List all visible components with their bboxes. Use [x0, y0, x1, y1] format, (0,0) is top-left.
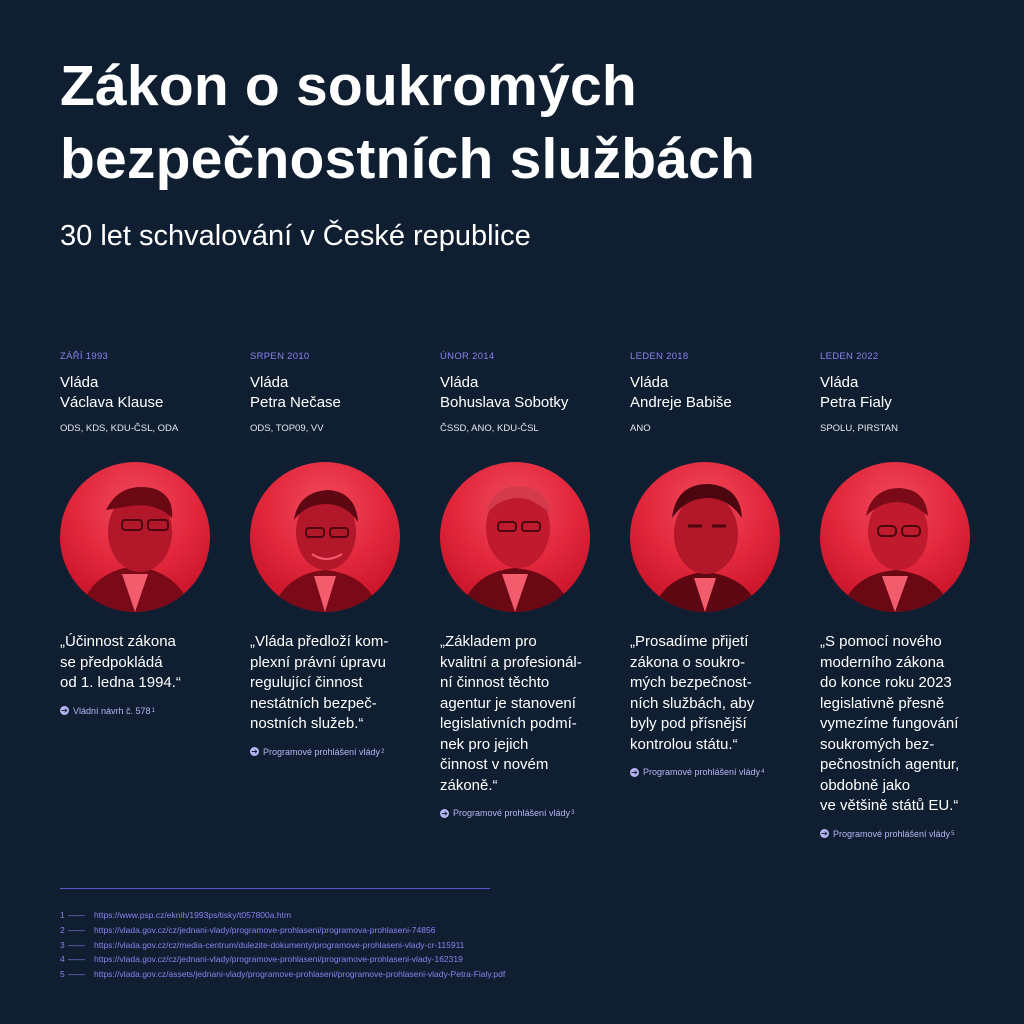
source-link[interactable]	[60, 705, 235, 717]
source-footnote-ref: 1	[151, 707, 155, 714]
source-label[interactable]: Vládní návrh č. 578	[73, 705, 151, 716]
government-date: ZÁŘÍ 1993	[60, 351, 109, 362]
footnote-divider	[60, 888, 490, 889]
portrait-photo	[250, 462, 400, 612]
page-subtitle: 30 let schvalování v České republice	[60, 220, 531, 252]
quote-line: „Vláda předloží kom-	[250, 633, 389, 650]
quote-line: plexní právní úpravu	[250, 653, 386, 671]
source-footnote-ref: 3	[571, 810, 575, 816]
source-link[interactable]	[630, 766, 805, 778]
quote-text	[440, 632, 615, 796]
quote-line: moderního zákona	[820, 653, 945, 671]
government-name	[60, 373, 235, 413]
quote-line: ních službách, aby	[630, 694, 755, 712]
quote-line: soukromých bez-	[820, 735, 935, 753]
footnote-number: 4	[60, 954, 65, 965]
arrow-right-circle-icon: ➔	[251, 747, 258, 756]
government-parties: ČSSD, ANO, KDU-ČSL	[440, 423, 539, 434]
government-name-line: Vláda	[60, 374, 99, 391]
footnote-item	[60, 908, 505, 923]
portrait-photo	[820, 462, 970, 612]
government-name-line: Vláda	[820, 374, 859, 391]
quote-line: legislativních podmí-	[440, 715, 577, 732]
government-parties: ODS, TOP09, VV	[250, 423, 324, 434]
source-footnote-ref: 2	[381, 748, 385, 755]
footnote-item	[60, 923, 505, 938]
portrait-photo	[440, 462, 590, 612]
government-column-klaus	[60, 350, 235, 717]
quote-text	[820, 632, 995, 817]
footnote-dash: ——	[68, 924, 85, 935]
footnote-dash: ——	[68, 954, 85, 965]
footnote-link[interactable]: https://vlada.gov.cz/cz/media-centrum/dulezite-dokumenty/programove-prohlaseni-vlady-cr-115911	[94, 939, 465, 950]
source-label[interactable]: Programové prohlášení vlády	[833, 828, 951, 839]
arrow-right-circle-icon: ➔	[821, 829, 828, 838]
footnote-number: 3	[60, 939, 65, 950]
government-name-line: Bohuslava Sobotky	[440, 394, 569, 411]
quote-line: se předpokládá	[60, 653, 163, 671]
quote-line: vymezíme fungování	[820, 715, 959, 732]
footnote-link[interactable]: https://vlada.gov.cz/cz/jednani-vlady/programove-prohlaseni/programove-prohlaseni-vlady-162319	[94, 954, 463, 965]
quote-line: obdobně jako	[820, 776, 911, 794]
government-date: LEDEN 2018	[630, 351, 689, 362]
quote-line: byly pod přísnější	[630, 715, 747, 732]
footnote-item	[60, 952, 505, 967]
source-footnote-ref: 5	[951, 830, 955, 837]
quote-line: „Prosadíme přijetí	[630, 633, 749, 650]
quote-line: ní činnost těchto	[440, 674, 550, 691]
government-column-babis	[630, 350, 805, 778]
government-name-line: Vláda	[250, 374, 289, 391]
government-name-line: Václava Klause	[60, 394, 164, 411]
footnote-number: 5	[60, 969, 65, 980]
government-column-necas	[250, 350, 425, 758]
government-name-line: Petra Fialy	[820, 394, 892, 411]
source-footnote-ref: 4	[761, 769, 765, 775]
quote-line: pečnostních agentur,	[820, 756, 960, 773]
quote-text	[250, 632, 425, 735]
government-parties: ANO	[630, 423, 651, 434]
footnote-dash: ——	[68, 910, 85, 920]
government-date: SRPEN 2010	[250, 351, 310, 362]
government-name-line: Vláda	[630, 374, 669, 391]
government-name	[630, 373, 805, 413]
quote-line: agentur je stanovení	[440, 694, 576, 712]
quote-line: legislativně přesně	[820, 694, 945, 712]
source-link[interactable]	[440, 807, 615, 819]
quote-text	[60, 632, 235, 694]
portrait-photo	[630, 462, 780, 612]
title-line-1: Zákon o soukromých	[60, 54, 637, 118]
quote-line: nek pro jejich	[440, 735, 529, 753]
footnote-dash: ——	[68, 939, 85, 950]
government-date: LEDEN 2022	[820, 351, 879, 362]
source-label[interactable]: Programové prohlášení vlády	[453, 808, 571, 818]
government-name	[820, 373, 995, 413]
arrow-right-circle-icon: ➔	[631, 767, 638, 777]
government-name	[440, 373, 615, 413]
quote-line: nestátních bezpeč-	[250, 694, 377, 712]
quote-line: od 1. ledna 1994.“	[60, 674, 181, 691]
quote-line: kvalitní a profesionál-	[440, 653, 582, 671]
quote-text	[630, 632, 805, 755]
quote-line: regulující činnost	[250, 674, 363, 691]
portrait-photo	[60, 462, 210, 612]
quote-line: mých bezpečnost-	[630, 674, 752, 691]
quote-line: kontrolou státu.“	[630, 735, 738, 753]
government-parties: ODS, KDS, KDU-ČSL, ODA	[60, 423, 179, 434]
source-label[interactable]: Programové prohlášení vlády	[263, 746, 381, 757]
source-link[interactable]	[250, 746, 425, 758]
footnote-link[interactable]: https://www.psp.cz/eknih/1993ps/tisky/t057800a.htm	[94, 910, 292, 920]
quote-line: do konce roku 2023	[820, 674, 952, 691]
arrow-right-circle-icon: ➔	[61, 706, 68, 715]
government-name-line: Vláda	[440, 374, 479, 391]
title-line-2: bezpečnostních službách	[60, 127, 756, 191]
quote-line: nostních služeb.“	[250, 715, 364, 732]
quote-line: „Základem pro	[440, 633, 537, 650]
footnote-item	[60, 938, 505, 953]
footnote-link[interactable]: https://vlada.gov.cz/assets/jednani-vlady/programove-prohlaseni/programove-prohlaseni-vlady-Petra-Fialy.pdf	[94, 969, 506, 980]
quote-line: zákoně.“	[440, 776, 498, 794]
page-title	[60, 50, 960, 196]
government-column-fiala	[820, 350, 995, 840]
footnote-number: 1	[60, 910, 65, 920]
quote-line: „Účinnost zákona	[60, 633, 176, 650]
footnote-item	[60, 967, 505, 982]
footnote-number: 2	[60, 924, 65, 935]
footnotes-list	[60, 908, 505, 982]
quote-line: ve většině států EU.“	[820, 797, 959, 814]
quote-line: „S pomocí nového	[820, 633, 942, 650]
footnote-dash: ——	[68, 969, 85, 980]
government-name-line: Petra Nečase	[250, 394, 341, 411]
government-column-sobotka	[440, 350, 615, 819]
government-name-line: Andreje Babiše	[630, 394, 732, 411]
source-link[interactable]	[820, 828, 995, 840]
source-label[interactable]: Programové prohlášení vlády	[643, 767, 761, 777]
government-parties: SPOLU, PIRSTAN	[820, 423, 898, 434]
quote-line: činnost v novém	[440, 756, 549, 773]
quote-line: zákona o soukro-	[630, 653, 746, 671]
footnote-link[interactable]: https://vlada.gov.cz/cz/jednani-vlady/programove-prohlaseni/programova-prohlaseni-74856	[94, 924, 436, 935]
government-date: ÚNOR 2014	[440, 351, 495, 362]
arrow-right-circle-icon: ➔	[441, 808, 448, 818]
government-name	[250, 373, 425, 413]
